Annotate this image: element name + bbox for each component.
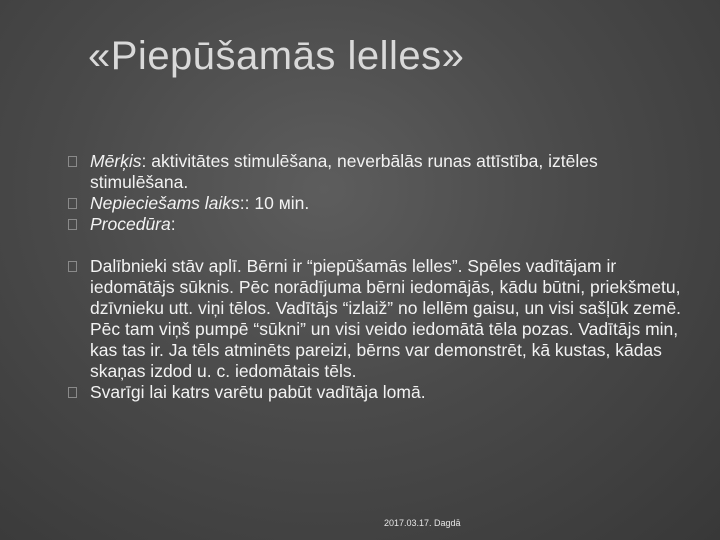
- bullet-icon: [68, 261, 77, 272]
- slide-footer: 2017.03.17. Dagdā: [384, 518, 461, 528]
- bullet-icon: [68, 198, 77, 209]
- item-label: Nepieciešams laiks: [90, 193, 240, 213]
- bullet-icon: [68, 219, 77, 230]
- list-item: [75, 151, 685, 193]
- item-text: : aktivitātes stimulēšana, neverbālās runas attīstība, iztēles stimulēšana.: [90, 151, 598, 192]
- item-label: Procedūra: [90, 214, 171, 234]
- item-text: Dalībnieki stāv aplī. Bērni ir “piepūšamās lelles”. Spēles vadītājam ir iedomātājs sūknis. Pēc norādījuma bērni iedomājās, kādu būtni, priekšmetu, dzīvnieku utt. viņi tēlos. Vadītājs “izlaiž” no lellēm gaisu, un visi sašļūk zemē. Pēc tam viņš pumpē “sūkni” un visi veido iedomātā tēla pozas. Vadītājs min, kas tas ir. Ja tēls atminēts pareizi, bērns var demonstrēt, kā kustas, kādas skaņas izdod u. c. iedomātais tēls.: [90, 256, 682, 381]
- bullet-icon: [68, 387, 77, 398]
- list-item: [75, 382, 685, 403]
- item-text: :: 10 мin.: [239, 193, 310, 213]
- slide-title: «Piepūšamās lelles»: [88, 34, 465, 78]
- item-text: Svarīgi lai katrs varētu pabūt vadītāja lomā.: [90, 382, 426, 402]
- list-item: [75, 256, 685, 382]
- slide-content: [75, 151, 685, 403]
- item-label: Mērķis: [90, 151, 142, 171]
- list-item: [75, 193, 685, 214]
- item-text: :: [170, 214, 176, 234]
- bullet-icon: [68, 156, 77, 167]
- list-item: [75, 214, 685, 235]
